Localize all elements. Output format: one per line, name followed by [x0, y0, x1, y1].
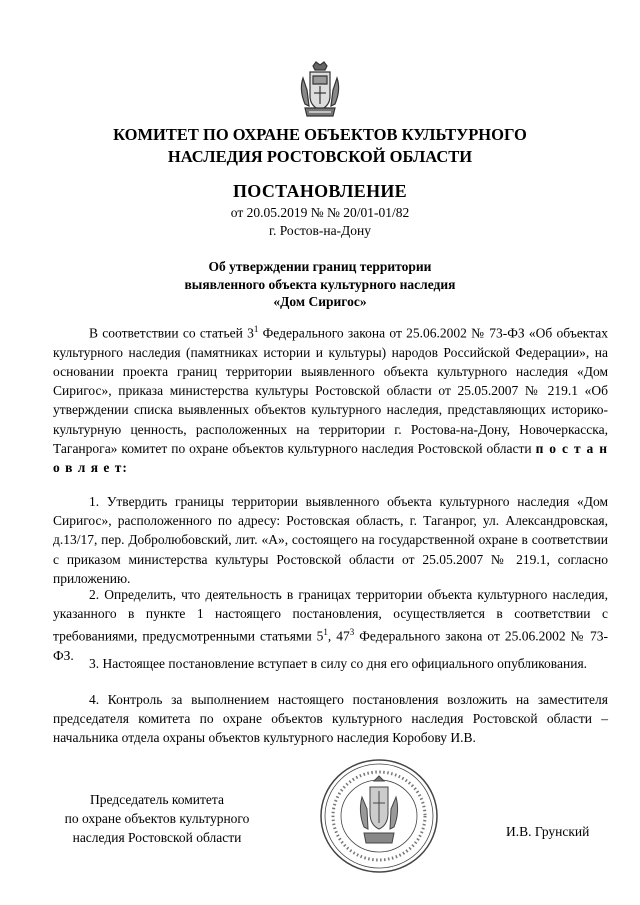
signatory-position-line1: Председатель комитета — [90, 792, 224, 807]
item-3 — [53, 654, 608, 673]
intro-text-part1: В соответствии со статьей 3 — [89, 325, 254, 341]
item-2-superscript-1: 1 — [323, 627, 328, 638]
coat-of-arms-icon — [295, 60, 345, 120]
item-3-text: 3. Настоящее постановление вступает в силу со дня его официального опубликования. — [89, 656, 588, 671]
signatory-position-line2: по охране объектов культурного — [64, 811, 250, 826]
intro-paragraph — [53, 320, 608, 477]
item-1-text: 1. Утвердить границы территории выявленного объекта культурного наследия «Дом Сиригос», расположенного по адресу: Ростовская область, г. Таганрог, ул. Александровская, д.13/17, пер. Добролюбовский, лит. «А», состоящего на государственной охране в соответствии с приказом министерства культуры Ростовской области от 25.05.2007 № 219.1, согласно приложению. — [53, 494, 608, 586]
item-2-text-part3: Федерального закона от 25.06.2002 № 73-ФЗ. — [53, 628, 608, 664]
document-type: ПОСТАНОВЛЕНИЕ — [233, 181, 407, 201]
item-4 — [53, 690, 608, 748]
item-2-text-part1: 2. Определить, что деятельность в границах территории объекта культурного наследия, указанного в пункте 1 настоящего постановления, осуществляется в соответствии с требованиями, предусмотренными статьями 5 — [53, 587, 608, 644]
subject-line3: «Дом Сиригос» — [273, 294, 367, 309]
item-1 — [53, 492, 608, 588]
item-4-text: 4. Контроль за выполнением настоящего постановления возложить на заместителя председателя комитета по охране объектов культурного наследия Ростовской области – начальника отдела охраны объектов культурного наследия Коробову И.В. — [53, 692, 608, 746]
signatory-position — [52, 790, 262, 847]
official-seal-icon — [318, 757, 440, 875]
signatory-name: И.В. Грунский — [506, 824, 590, 839]
committee-name-line2: НАСЛЕДИЯ РОСТОВСКОЙ ОБЛАСТИ — [167, 147, 473, 166]
subject-line1: Об утверждении границ территории — [208, 259, 432, 274]
document-number: от 20.05.2019 № № 20/01-01/82 — [230, 205, 410, 220]
subject-line2: выявленного объекта культурного наследия — [184, 277, 456, 292]
committee-name-line1: КОМИТЕТ ПО ОХРАНЕ ОБЪЕКТОВ КУЛЬТУРНОГО — [113, 125, 527, 144]
decree-word: п о с т а н о в л я е т: — [53, 440, 608, 475]
item-2-superscript-2: 3 — [349, 627, 355, 638]
intro-text-part2: Федерального закона от 25.06.2002 № 73-ФЗ «Об объектах культурного наследия (памятниках истории и культуры) народов Российской Федерации», на основании проекта границ территории выявленного объекта культурного наследия «Дом Сиригос», приказа министерства культуры Ростовской области от 25.05.2007 № 219.1 «Об утверждении списка выявленных объектов культурного наследия, представляющих историко-культурную ценность, расположенных на территории г. Ростова-на-Дону, Новочеркасска, Таганрога» комитет по охране объектов культурного наследия Ростовской области — [53, 325, 608, 456]
signatory-position-line3: наследия Ростовской области — [72, 830, 242, 845]
intro-superscript: 1 — [253, 324, 259, 334]
item-2-text-part2: , 47 — [327, 628, 350, 644]
document-city: г. Ростов-на-Дону — [268, 223, 371, 238]
